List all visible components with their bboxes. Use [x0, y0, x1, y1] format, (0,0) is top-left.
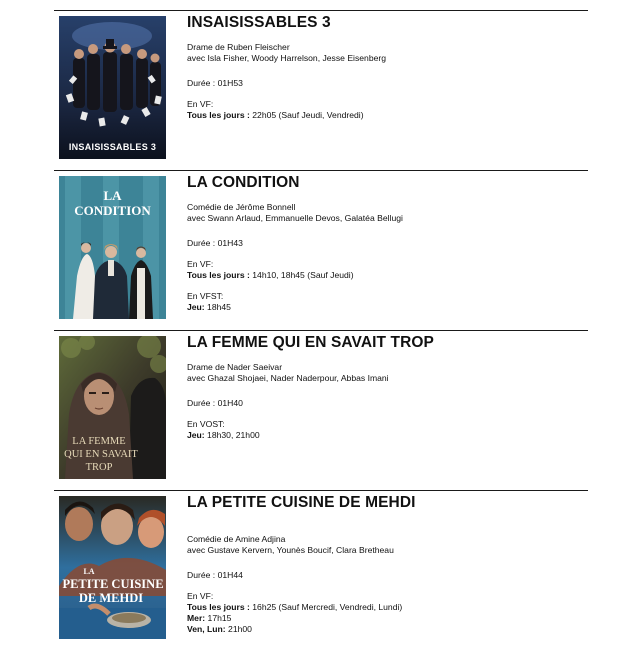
- poster-title-line: CONDITION: [74, 203, 151, 218]
- film-title[interactable]: LA PETITE CUISINE DE MEHDI: [187, 494, 416, 511]
- schedule-days: Tous les jours :: [187, 602, 250, 612]
- schedule-times: 17h15: [205, 613, 232, 623]
- poster-title-line: QUI EN SAVAIT: [64, 449, 138, 460]
- schedule-line: [187, 613, 587, 624]
- film-title[interactable]: LA FEMME QUI EN SAVAIT TROP: [187, 334, 434, 351]
- schedule-times: 18h30, 21h00: [204, 430, 260, 440]
- schedule-times: 18h45: [204, 302, 231, 312]
- poster-title-line: DE MEHDI: [78, 591, 144, 605]
- film-poster[interactable]: [59, 496, 166, 639]
- film-poster[interactable]: [59, 16, 166, 159]
- schedule-line: [187, 430, 587, 441]
- film-info: [187, 493, 587, 635]
- schedule-days: Ven, Lun:: [187, 624, 226, 634]
- film-title[interactable]: LA CONDITION: [187, 174, 300, 191]
- film-info: [187, 13, 587, 121]
- schedule-times: 16h25 (Sauf Mercredi, Vendredi, Lundi): [249, 602, 403, 612]
- schedule-days: Jeu:: [187, 302, 205, 312]
- schedule-days: Tous les jours :: [187, 270, 250, 280]
- film-entry: [54, 10, 588, 171]
- film-cast: avec Isla Fisher, Woody Harrelson, Jesse Eisenberg: [187, 53, 387, 63]
- schedule-line: [187, 270, 587, 281]
- film-genre-director: Drame de Ruben Fleischer: [187, 42, 290, 52]
- poster-title-line: LA: [83, 567, 95, 576]
- schedule-line: [187, 302, 587, 313]
- film-duration: Durée : 01H44: [187, 570, 243, 580]
- film-genre-director: Drame de Nader Saeivar: [187, 362, 283, 372]
- schedule-days: Mer:: [187, 613, 206, 623]
- film-title[interactable]: INSAISISSABLES 3: [187, 14, 331, 31]
- poster-title-line: TROP: [85, 462, 113, 473]
- film-genre-director: Comédie de Jérôme Bonnell: [187, 202, 296, 212]
- film-cast: avec Gustave Kervern, Younès Boucif, Clara Bretheau: [187, 545, 394, 555]
- version-label: En VFST:: [187, 291, 224, 301]
- poster-title-line: PETITE CUISINE: [62, 577, 164, 591]
- version-label: En VF:: [187, 99, 214, 109]
- schedule-line: [187, 624, 587, 635]
- film-duration: Durée : 01H53: [187, 78, 243, 88]
- schedule-days: Tous les jours :: [187, 110, 250, 120]
- poster-title-line: LA FEMME: [72, 436, 126, 447]
- film-cast: avec Ghazal Shojaei, Nader Naderpour, Abbas Imani: [187, 373, 389, 383]
- schedule-line: [187, 110, 587, 121]
- film-info: [187, 173, 587, 313]
- schedule-times: 21h00: [225, 624, 252, 634]
- film-duration: Durée : 01H40: [187, 398, 243, 408]
- film-cast: avec Swann Arlaud, Emmanuelle Devos, Galatéa Bellugi: [187, 213, 403, 223]
- schedule-times: 14h10, 18h45 (Sauf Jeudi): [249, 270, 354, 280]
- film-entry: [54, 330, 588, 491]
- schedule-times: 22h05 (Sauf Jeudi, Vendredi): [249, 110, 364, 120]
- version-label: En VF:: [187, 591, 214, 601]
- schedule-line: [187, 602, 587, 613]
- poster-title-line: LA: [103, 188, 122, 203]
- schedule-days: Jeu:: [187, 430, 205, 440]
- film-duration: Durée : 01H43: [187, 238, 243, 248]
- version-label: En VOST:: [187, 419, 225, 429]
- film-entry: [54, 490, 588, 651]
- film-info: [187, 333, 587, 441]
- film-poster[interactable]: [59, 336, 166, 479]
- poster-title-text: INSAISISSABLES 3: [68, 142, 157, 152]
- film-genre-director: Comédie de Amine Adjina: [187, 534, 286, 544]
- film-poster[interactable]: [59, 176, 166, 319]
- film-entry: [54, 170, 588, 331]
- version-label: En VF:: [187, 259, 214, 269]
